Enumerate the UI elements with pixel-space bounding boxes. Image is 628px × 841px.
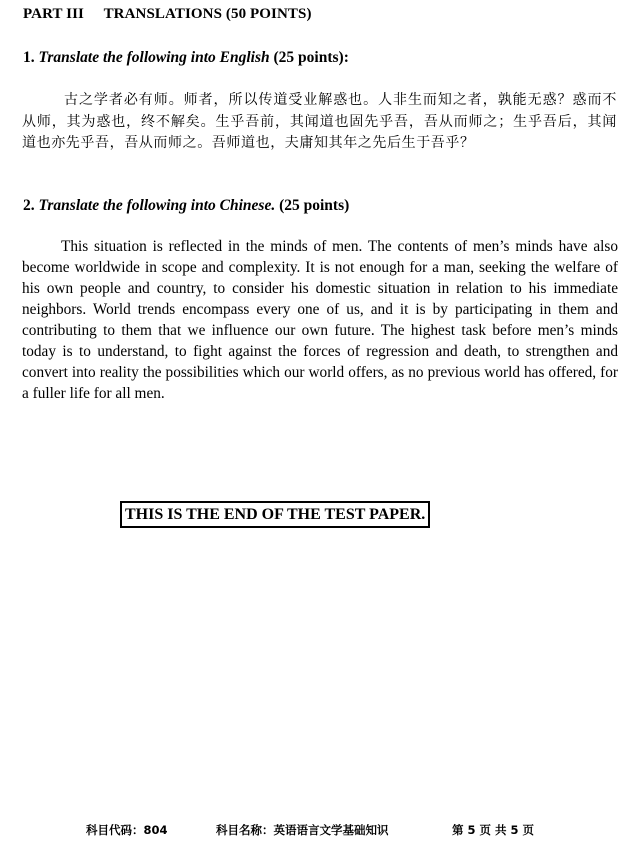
question-2-number: 2.: [23, 197, 35, 214]
question-1-instruction: Translate the following into English: [38, 49, 270, 66]
question-1-heading: [23, 49, 349, 67]
part-title: TRANSLATIONS (50 POINTS): [103, 6, 312, 22]
part-label: PART III: [23, 6, 84, 22]
english-passage: This situation is reflected in the minds of men. The contents of men’s minds have also become worldwide in scope and complexity. It is not enough for a man, seeking the welfare of his own people and country, to consider his domestic situation in relation to his immediate neighbors. World trends encompass every one of us, and it is by participating in them and contributing to them that we influence our own future. The highest task before men’s minds today is to understand, to fight against the forces of regression and death, to strengthen and convert into reality the possibilities which our world offers, as no previous world has offered, for a fuller life for all men.: [22, 238, 618, 402]
footer-subject-name: 科目名称：英语语言文学基础知识: [216, 823, 389, 837]
question-1-number: 1.: [23, 49, 35, 66]
question-2-points: (25 points): [279, 197, 350, 214]
part-heading: [23, 6, 312, 23]
question-2-instruction: Translate the following into Chinese.: [38, 197, 276, 214]
question-1-points: (25 points):: [273, 49, 349, 66]
end-of-paper-notice: THIS IS THE END OF THE TEST PAPER.: [120, 501, 430, 528]
question-2-heading: [23, 197, 349, 215]
footer-subject-code: 科目代码：804: [86, 823, 168, 837]
chinese-passage: 古之学者必有师。师者，所以传道受业解惑也。人非生而知之者，孰能无惑？惑而不从师，其为惑也，终不解矣。生乎吾前，其闻道也固先乎吾，吾从而师之；生乎吾后，其闻道也亦先乎吾，吾从而师之。吾师道也，夫庸知其年之先后生于吾乎？: [22, 92, 617, 151]
footer-page-info: 第 5 页 共 5 页: [452, 823, 535, 837]
